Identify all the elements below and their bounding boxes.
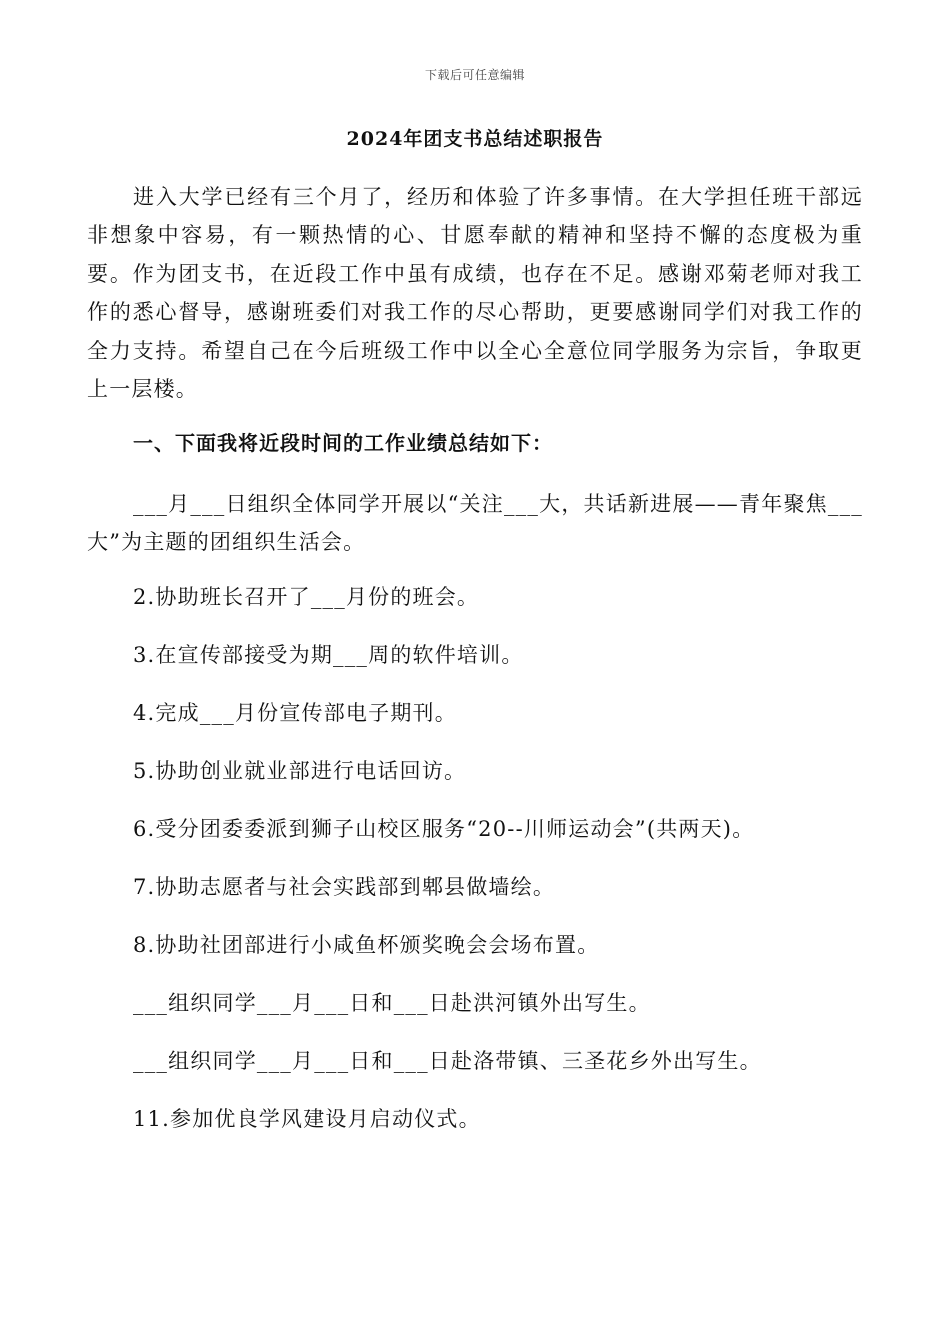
list-item: 4.完成___月份宣传部电子期刊。 xyxy=(133,701,457,725)
section-heading: 一、下面我将近段时间的工作业绩总结如下： xyxy=(133,431,553,455)
list-item: 2.协助班长召开了___月份的班会。 xyxy=(133,585,480,609)
list-item: 8.协助社团部进行小咸鱼杯颁奖晚会会场布置。 xyxy=(133,933,600,957)
list-item: 11.参加优良学风建设月启动仪式。 xyxy=(133,1107,481,1131)
list-item: ___月___日组织全体同学开展以“关注___大，共话新进展——青年聚焦___大”为主题的团组织生活会。 xyxy=(87,492,863,554)
list-item: 5.协助创业就业部进行电话回访。 xyxy=(133,759,467,783)
intro-paragraph: 进入大学已经有三个月了，经历和体验了许多事情。在大学担任班干部远非想象中容易，有一颗热情的心、甘愿奉献的精神和坚持不懈的态度极为重要。作为团支书，在近段工作中虽有成绩，也存在不足。感谢邓菊老师对我工作的悉心督导，感谢班委们对我工作的尽心帮助，更要感谢同学们对我工作的全力支持。希望自己在今后班级工作中以全心全意位同学服务为宗旨，争取更上一层楼。 xyxy=(87,185,863,402)
document-title: 2024年团支书总结述职报告 xyxy=(346,128,604,150)
list-item: ___组织同学___月___日和___日赴洛带镇、三圣花乡外出写生。 xyxy=(133,1049,762,1073)
header-note: 下载后可任意编辑 xyxy=(424,68,525,82)
list-item: ___组织同学___月___日和___日赴洪河镇外出写生。 xyxy=(133,991,651,1015)
list-item: 6.受分团委委派到狮子山校区服务“20--川师运动会”(共两天)。 xyxy=(133,817,755,841)
list-item: 7.协助志愿者与社会实践部到郫县做墙绘。 xyxy=(133,875,556,899)
list-item: 3.在宣传部接受为期___周的软件培训。 xyxy=(133,643,524,667)
